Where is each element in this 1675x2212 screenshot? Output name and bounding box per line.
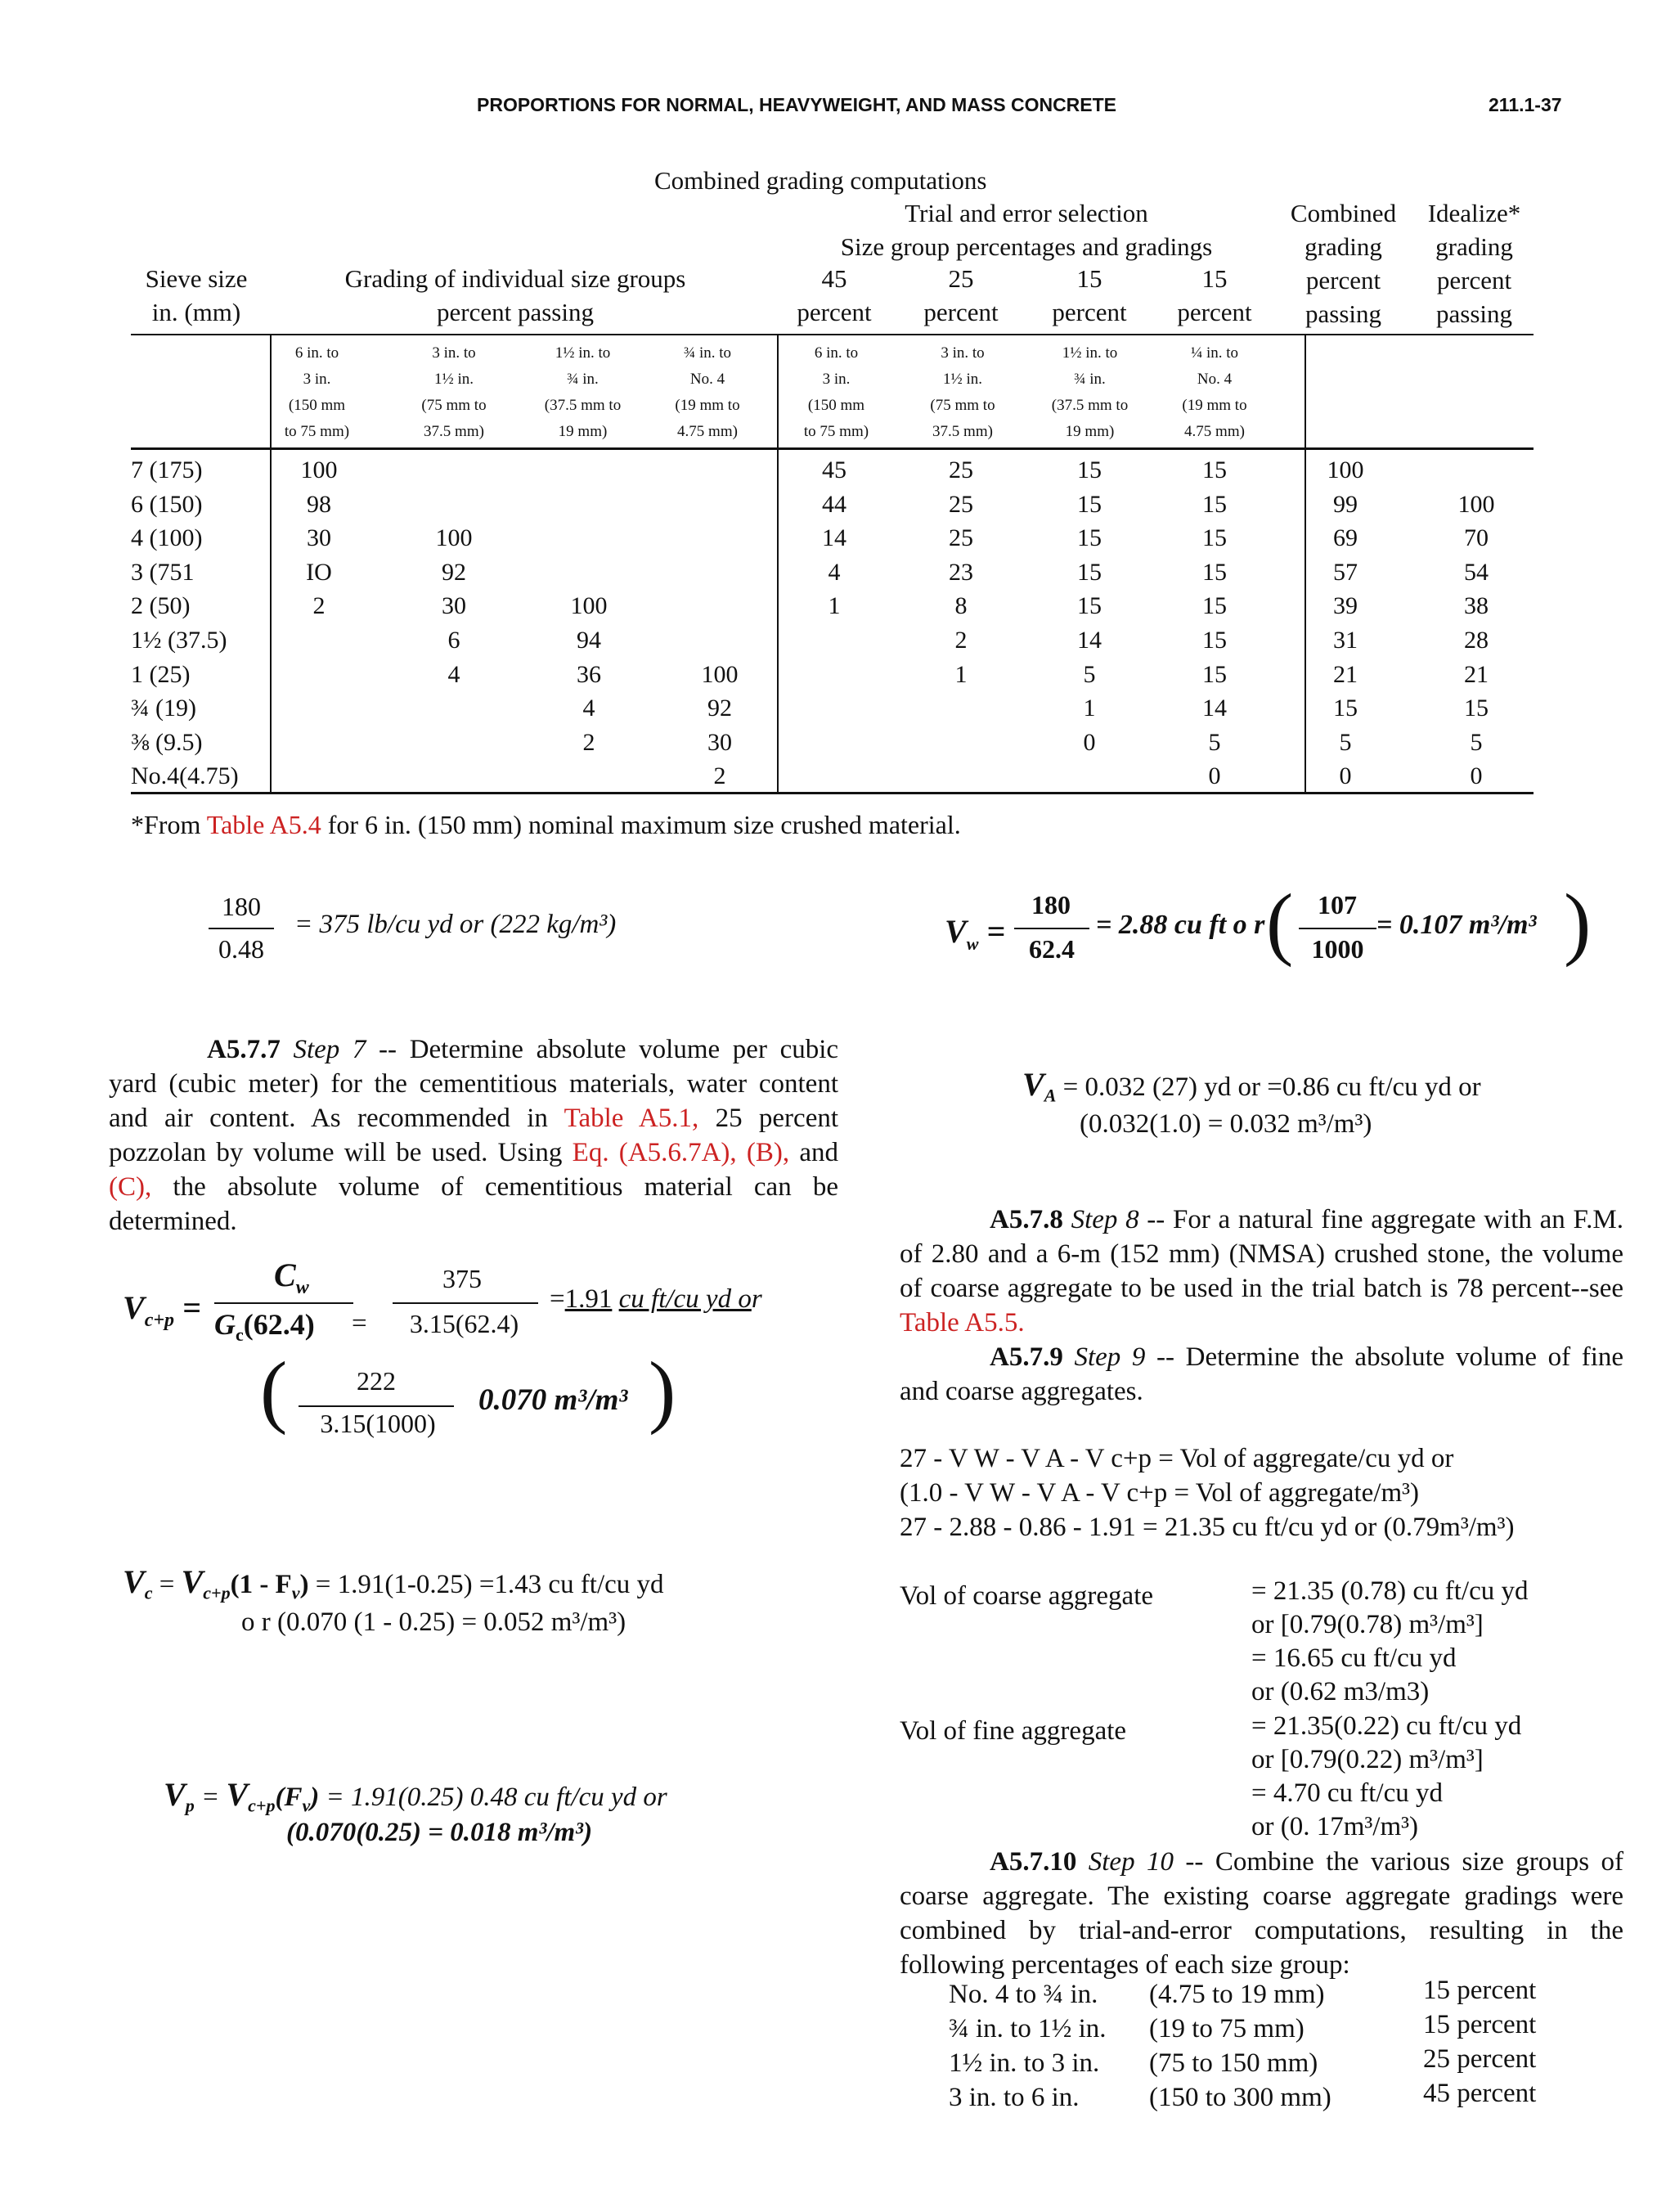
individual-grading-cell: 30 (307, 524, 331, 552)
sieve-size-cell: 7 (175) (131, 456, 203, 483)
vw-si-denominator: 1000 (1311, 934, 1364, 964)
individual-grading-cell: 4 (582, 695, 595, 722)
individual-grading-cell: 100 (300, 456, 338, 483)
trial-group-header-2: 3 in. to 1½ in. (75 mm to 37.5 mm) (930, 344, 995, 440)
running-title: PROPORTIONS FOR NORMAL, HEAVYWEIGHT, AND MASS CONCRETE (477, 94, 1117, 115)
trial-group-header-3: 1½ in. to ¾ in. (37.5 mm to 19 mm) (1051, 344, 1129, 440)
individual-grading-cell: 2 (582, 728, 595, 756)
trial-grading-cell: 15 (1077, 456, 1102, 483)
sieve-size-cell: 1½ (37.5) (131, 627, 227, 654)
table-caption: Combined grading computations (654, 166, 987, 195)
va-line-2: (0.032(1.0) = 0.032 m³/m³) (1080, 1109, 1372, 1139)
coarse-aggregate-label: Vol of coarse aggregate (900, 1581, 1154, 1611)
eq-c-link[interactable]: (C), (109, 1172, 152, 1202)
individual-grading-cell: 2 (713, 762, 726, 790)
combined-header: Combined grading percent passing (1290, 199, 1397, 328)
aggregate-eq-3: 27 - 2.88 - 0.86 - 1.91 = 21.35 cu ft/cu yd or (0.79m³/m³) (900, 1513, 1515, 1542)
trial-grading-cell: 15 (1202, 627, 1227, 654)
eq1-numerator: 180 (222, 892, 261, 921)
size-group-range: 3 in. to 6 in. (949, 2083, 1080, 2112)
fraction-bar (1014, 928, 1089, 929)
trial-grading-cell: 15 (1077, 490, 1102, 518)
size-group-header-3: 1½ in. to ¾ in. (37.5 mm to 19 mm) (544, 344, 622, 440)
body-top-rule (131, 447, 1534, 450)
right-paren: ) (1564, 877, 1592, 968)
sieve-size-cell: 2 (50) (131, 592, 191, 620)
size-group-header-4: ¾ in. to No. 4 (19 mm to 4.75 mm) (675, 344, 740, 440)
table-a55-link[interactable]: Table A5.5. (900, 1308, 1025, 1338)
aggregate-eq-2: (1.0 - V W - V A - V c+p = Vol of aggregate/m³) (900, 1478, 1419, 1508)
size-group-mm: (75 to 150 mm) (1149, 2048, 1318, 2078)
individual-grading-cell: 2 (312, 592, 326, 620)
sieve-size-cell: 6 (150) (131, 490, 203, 518)
eq1-denominator: 0.48 (218, 934, 264, 964)
vc-line-2: o r (0.070 (1 - 0.25) = 0.052 m³/m³) (241, 1607, 626, 1637)
eq1-rhs: = 375 lb/cu yd or (222 kg/m³) (294, 910, 617, 939)
vc-line-1: $V_c = V_{c+p}(1 - F_v) = 1.91(1-0.25) =1.43$ cu ft/cu yd (123, 1563, 664, 1603)
vcp-numerator: $C_w$ (274, 1257, 309, 1298)
trial-grading-cell: 15 (1077, 558, 1102, 586)
vcp-denominator: $G_c(62.4)$ (214, 1308, 315, 1346)
step10-paragraph: A5.7.10 Step 10 -- Combine the various size groups of coarse aggregate. The existing coarse aggregate gradings were combined by trial-and-error computations, resulting in the following percentages of each size group: (900, 1847, 1624, 1980)
trial-selection-header: Trial and error selection Size group percentages and gradings (840, 199, 1213, 261)
vcp-denominator-2: 3.15(62.4) (409, 1309, 519, 1338)
fine-aggregate-label: Vol of fine aggregate (900, 1716, 1127, 1746)
va-line-1: $V_A = 0.032$ (27) yd or =0.86 cu ft/cu yd or (1022, 1066, 1481, 1106)
fraction-bar (393, 1302, 538, 1304)
trial-grading-cell: 25 (949, 490, 973, 518)
trial-grading-cell: 15 (1202, 660, 1227, 688)
aggregate-eq-1: 27 - V W - V A - V c+p = Vol of aggregate/cu yd or (900, 1444, 1454, 1473)
size-group-mm: (150 to 300 mm) (1149, 2083, 1331, 2112)
idealized-grading-cell: 5 (1470, 728, 1483, 756)
step7-paragraph: A5.7.7 Step 7 -- Determine absolute volume per cubic yard (cubic meter) for the cementitious materials, water content and air content. As recommended in Table A5.1, 25 percent pozzolan by volume will be used. Using Eq. (A5.6.7A), (B), and (C), the absolute volume of cementitious material can be determined. (109, 1035, 839, 1236)
combined-grading-cell: 69 (1333, 524, 1358, 552)
idealized-grading-cell: 100 (1457, 490, 1495, 518)
table-a51-link[interactable]: Table A5.1, (564, 1104, 699, 1133)
combined-grading-cell: 31 (1333, 627, 1358, 654)
combined-grading-cell: 39 (1333, 592, 1358, 620)
vw-numerator: 180 (1031, 890, 1071, 919)
trial-grading-cell: 15 (1202, 524, 1227, 552)
vw-result: = 2.88 cu ft o r (1096, 910, 1265, 940)
right-paren: ) (649, 1345, 676, 1436)
vcp-si-denominator: 3.15(1000) (320, 1409, 436, 1438)
trial-grading-cell: 1 (1083, 695, 1096, 722)
table-bottom-rule (131, 792, 1534, 794)
trial-grading-cell: 15 (1077, 524, 1102, 552)
individual-grading-cell: 36 (577, 660, 601, 688)
individual-grading-cell: 94 (577, 627, 601, 654)
trial-grading-cell: 0 (1208, 762, 1221, 790)
size-group-percent: 15 percent (1423, 2010, 1537, 2039)
idealized-header: Idealize* grading percent passing (1427, 199, 1521, 328)
left-paren: ( (1266, 877, 1294, 968)
step9-paragraph: A5.7.9 Step 9 -- Determine the absolute volume of fine and coarse aggregates. (900, 1342, 1624, 1406)
size-group-header-2: 3 in. to 1½ in. (75 mm to 37.5 mm) (421, 344, 487, 440)
size-group-percent: 15 percent (1423, 1976, 1537, 2005)
trial-pct-2: 25 percent (923, 264, 999, 326)
individual-grading-cell: 100 (570, 592, 608, 620)
size-group-range: No. 4 to ¾ in. (949, 1980, 1098, 2009)
header-rule (131, 334, 1534, 335)
left-paren: ( (260, 1345, 288, 1436)
individual-grading-cell: 92 (442, 558, 466, 586)
trial-grading-cell: 2 (954, 627, 968, 654)
eq-a567a-link[interactable]: Eq. (A5.6.7A), (572, 1138, 737, 1167)
fraction-bar (209, 928, 274, 929)
trial-pct-1: 45 percent (797, 264, 872, 326)
individual-grading-cell: 30 (707, 728, 732, 756)
sieve-size-cell: 3 (751 (131, 558, 195, 586)
vcp-numerator-2: 375 (442, 1264, 482, 1293)
trial-grading-cell: 14 (1077, 627, 1102, 654)
vw-lhs: $V_w$ = (945, 913, 1006, 954)
trial-grading-cell: 14 (1202, 695, 1227, 722)
sieve-size-cell: ¾ (19) (131, 695, 196, 722)
idealized-grading-cell: 15 (1464, 695, 1489, 722)
size-group-range: ¾ in. to 1½ in. (949, 2014, 1107, 2043)
individual-grading-cell: IO (306, 558, 332, 586)
idealized-grading-cell: 70 (1464, 524, 1489, 552)
individual-grading-header: Grading of individual size groups percent passing (344, 264, 686, 326)
size-group-header-1: 6 in. to 3 in. (150 mm to 75 mm) (284, 344, 350, 440)
idealized-grading-cell: 28 (1464, 627, 1489, 654)
idealized-grading-cell: 0 (1470, 762, 1483, 790)
fraction-bar (299, 1405, 454, 1407)
fine-aggregate-values: = 21.35(0.22) cu ft/cu yd or [0.79(0.22) m³/m³] = 4.70 cu ft/cu yd or (0. 17m³/m³) (1251, 1711, 1522, 1841)
size-group-mm: (19 to 75 mm) (1149, 2014, 1305, 2043)
table-a54-link[interactable]: Table A5.4 (206, 810, 321, 839)
trial-grading-cell: 14 (822, 524, 846, 552)
vcp-result: =1.91 cu ft/cu yd or (550, 1284, 762, 1314)
combined-grading-cell: 5 (1339, 728, 1352, 756)
size-group-mm: (4.75 to 19 mm) (1149, 1980, 1325, 2009)
sieve-header: Sieve size in. (mm) (145, 264, 248, 326)
trial-grading-cell: 23 (949, 558, 973, 586)
vp-line-2: (0.070(0.25) = 0.018 m³/m³) (286, 1818, 593, 1847)
combined-grading-cell: 57 (1333, 558, 1358, 586)
vp-line-1: $V_p = V_{c+p}(F_v) = 1.91(0.25)$ 0.48 cu ft/cu yd or (164, 1776, 667, 1816)
trial-grading-cell: 15 (1202, 558, 1227, 586)
individual-grading-cell: 30 (442, 592, 466, 620)
trial-grading-cell: 1 (954, 660, 968, 688)
step8-paragraph: A5.7.8 Step 8 -- For a natural fine aggregate with an F.M. of 2.80 and a 6-m (152 mm) (NMSA) crushed stone, the volume of coarse aggregate to be used in the trial batch is 78 percent--see Table A5.5. (900, 1205, 1624, 1338)
vcp-si-numerator: 222 (357, 1366, 396, 1396)
coarse-aggregate-values: = 21.35 (0.78) cu ft/cu yd or [0.79(0.78) m³/m³] = 16.65 cu ft/cu yd or (0.62 m3/m3) (1251, 1576, 1529, 1706)
combined-grading-cell: 15 (1333, 695, 1358, 722)
trial-grading-cell: 25 (949, 524, 973, 552)
fraction-bar (1299, 928, 1376, 929)
trial-pct-4: 15 percent (1177, 264, 1252, 326)
trial-pct-3: 15 percent (1052, 264, 1127, 326)
trial-group-header-4: ¼ in. to No. 4 (19 mm to 4.75 mm) (1182, 344, 1247, 440)
idealized-grading-cell: 54 (1464, 558, 1489, 586)
vcp-equals: = (352, 1309, 367, 1338)
vcp-lhs: $V_{c+p}$ = (123, 1289, 201, 1331)
sieve-size-cell: No.4(4.75) (131, 762, 239, 790)
combined-grading-cell: 21 (1333, 660, 1358, 688)
size-group-percent: 25 percent (1423, 2044, 1537, 2074)
page-number: 211.1-37 (1489, 94, 1562, 115)
vcp-si-result: 0.070 m³/m³ (478, 1383, 628, 1417)
trial-grading-cell: 15 (1202, 592, 1227, 620)
idealized-grading-cell: 21 (1464, 660, 1489, 688)
trial-grading-cell: 1 (828, 592, 841, 620)
sieve-size-cell: 1 (25) (131, 660, 191, 688)
trial-group-header-1: 6 in. to 3 in. (150 mm to 75 mm) (803, 344, 869, 440)
trial-grading-cell: 45 (822, 456, 846, 483)
vw-denominator: 62.4 (1029, 934, 1075, 964)
trial-grading-cell: 15 (1202, 456, 1227, 483)
trial-grading-cell: 5 (1083, 660, 1096, 688)
eq-b-link[interactable]: (B), (746, 1138, 790, 1167)
trial-grading-cell: 15 (1202, 490, 1227, 518)
vw-si-result: = 0.107 m³/m³ (1376, 910, 1537, 940)
trial-grading-cell: 4 (828, 558, 841, 586)
size-group-percent: 45 percent (1423, 2079, 1537, 2108)
sieve-size-cell: ⅜ (9.5) (131, 728, 203, 756)
sieve-size-cell: 4 (100) (131, 524, 203, 552)
trial-grading-cell: 8 (954, 592, 968, 620)
trial-grading-cell: 0 (1083, 728, 1096, 756)
individual-grading-cell: 100 (435, 524, 473, 552)
individual-grading-cell: 98 (307, 490, 331, 518)
size-group-range: 1½ in. to 3 in. (949, 2048, 1100, 2078)
vw-si-numerator: 107 (1318, 890, 1357, 919)
combined-grading-cell: 100 (1327, 456, 1364, 483)
trial-grading-cell: 25 (949, 456, 973, 483)
combined-grading-cell: 0 (1339, 762, 1352, 790)
trial-grading-cell: 44 (822, 490, 846, 518)
fraction-bar (214, 1302, 353, 1304)
trial-grading-cell: 15 (1077, 592, 1102, 620)
individual-grading-cell: 6 (447, 627, 460, 654)
individual-grading-cell: 92 (707, 695, 732, 722)
trial-grading-cell: 5 (1208, 728, 1221, 756)
table-footnote: *From Table A5.4 for 6 in. (150 mm) nominal maximum size crushed material. (131, 810, 961, 839)
individual-grading-cell: 4 (447, 660, 460, 688)
combined-grading-cell: 99 (1333, 490, 1358, 518)
idealized-grading-cell: 38 (1464, 592, 1489, 620)
individual-grading-cell: 100 (701, 660, 739, 688)
col-rule (777, 335, 779, 792)
